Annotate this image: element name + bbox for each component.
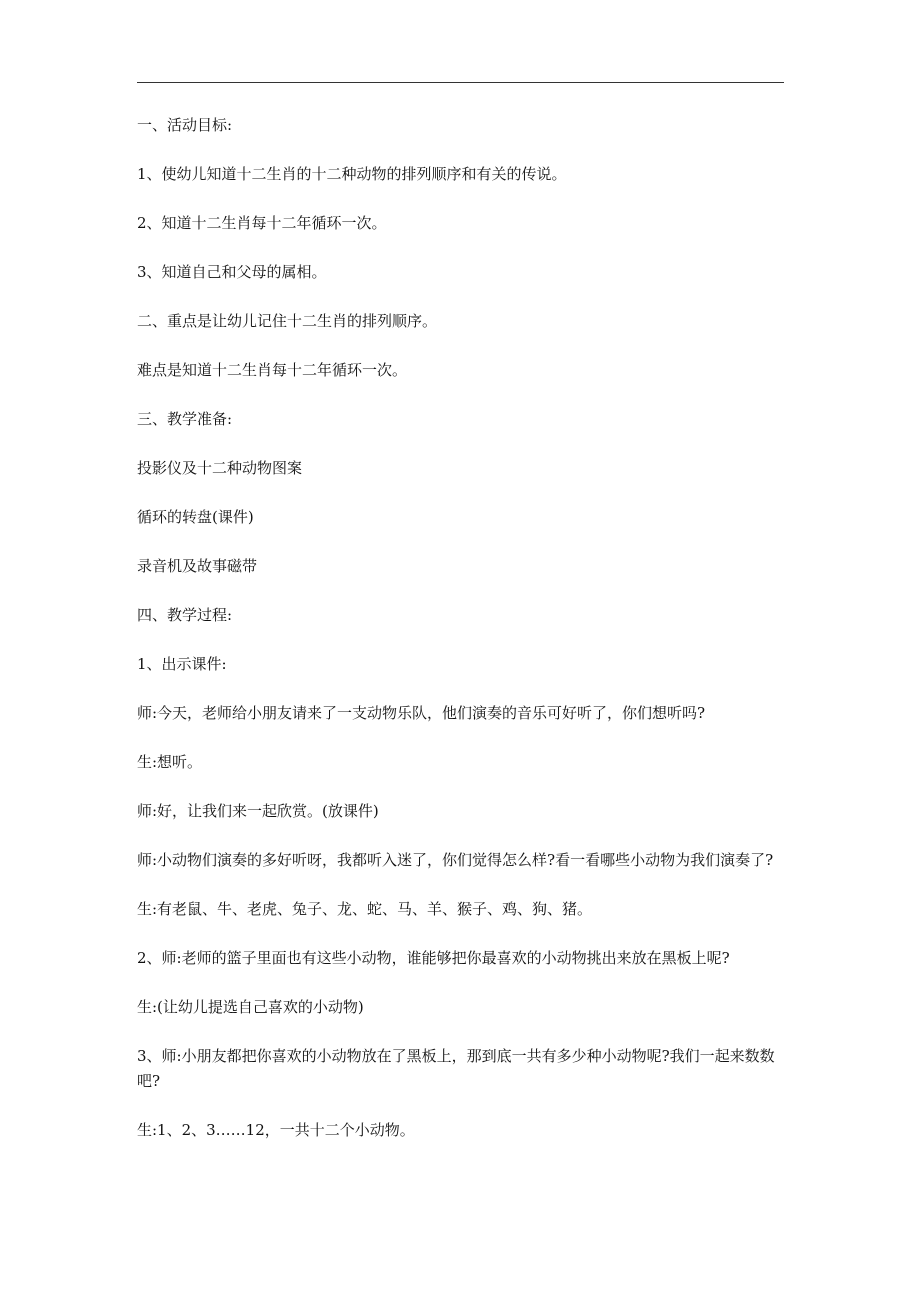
process-step-3: 3、师:小朋友都把你喜欢的小动物放在了黑板上，那到底一共有多少种小动物呢?我们一起来数数吧? [137,1047,775,1090]
goal-item-1: 1、使幼儿知道十二生肖的十二种动物的排列顺序和有关的传说。 [137,165,567,183]
difficulty-text: 难点是知道十二生肖每十二年循环一次。 [137,361,408,379]
process-step-2: 2、师:老师的篮子里面也有这些小动物，谁能够把你最喜欢的小动物挑出来放在黑板上呢? [137,949,730,967]
dialogue-line: 师:小动物们演奏的多好听呀，我都听入迷了，你们觉得怎么样?看一看哪些小动物为我们演奏了? [137,851,774,869]
section-heading-preparation: 三、教学准备: [137,410,233,428]
preparation-item-2: 循环的转盘(课件) [137,508,254,526]
dialogue-line: 师:今天，老师给小朋友请来了一支动物乐队，他们演奏的音乐可好听了，你们想听吗? [137,704,706,722]
goal-item-2: 2、知道十二生肖每十二年循环一次。 [137,214,387,232]
dialogue-line: 生:想听。 [137,753,203,771]
dialogue-line: 生:1、2、3……12，一共十二个小动物。 [137,1121,415,1139]
header-rule [137,82,784,83]
section-heading-key-points: 二、重点是让幼儿记住十二生肖的排列顺序。 [137,312,438,330]
dialogue-line: 师:好，让我们来一起欣赏。(放课件) [137,802,379,820]
preparation-item-3: 录音机及故事磁带 [137,557,258,575]
section-heading-goals: 一、活动目标: [137,116,233,134]
document-body [137,113,777,1167]
dialogue-line: 生:有老鼠、牛、老虎、兔子、龙、蛇、马、羊、猴子、鸡、狗、猪。 [137,900,593,918]
section-heading-process: 四、教学过程: [137,606,233,624]
process-step-1: 1、出示课件: [137,655,227,673]
goal-item-3: 3、知道自己和父母的属相。 [137,263,327,281]
preparation-item-1: 投影仪及十二种动物图案 [137,459,303,477]
dialogue-line: 生:(让幼儿提选自己喜欢的小动物) [137,998,364,1016]
